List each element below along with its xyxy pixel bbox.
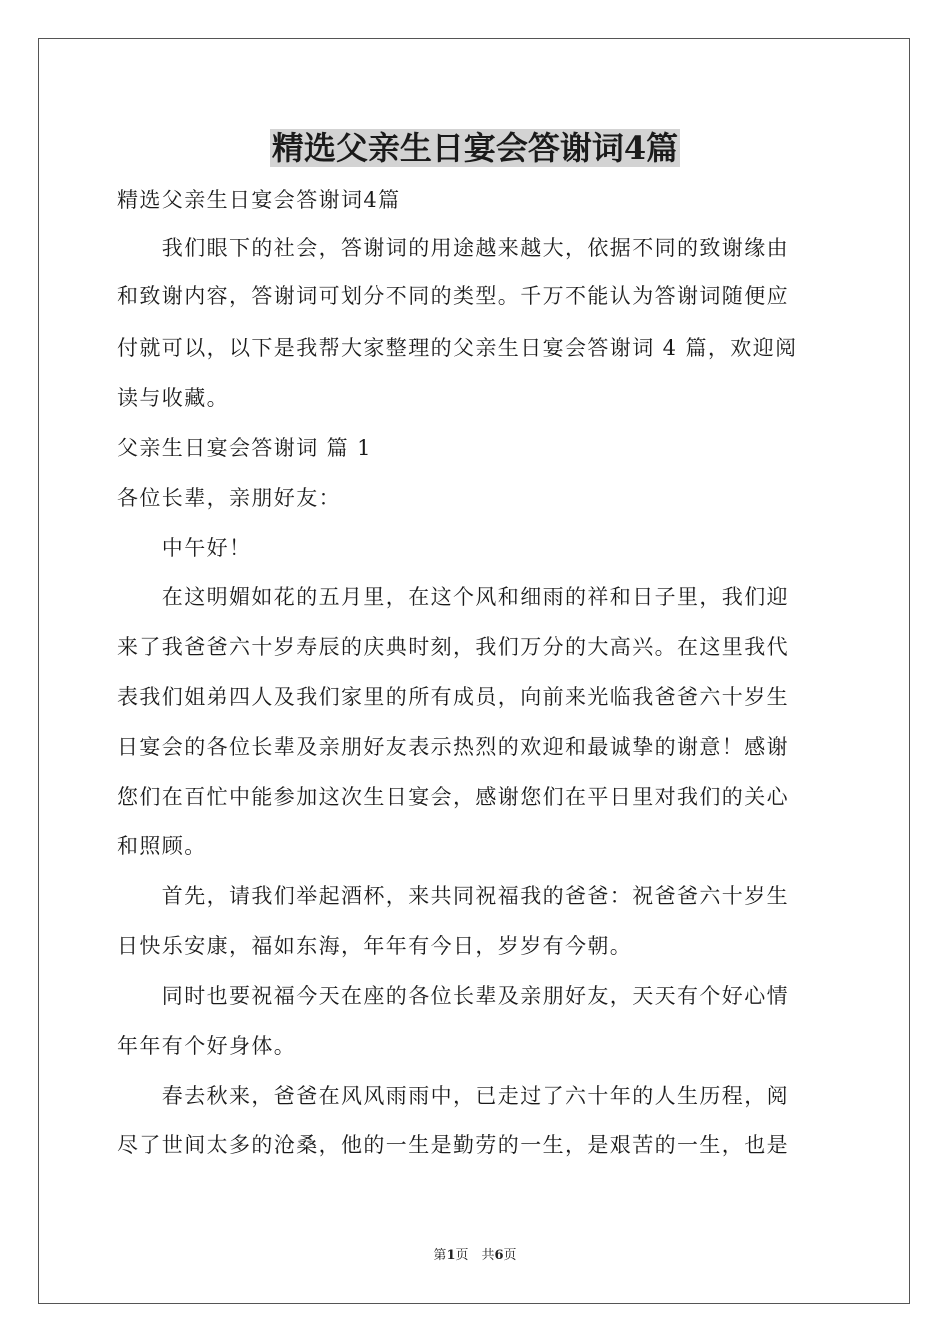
footer-mid: 页 共 <box>455 1248 495 1263</box>
body-line: 春去秋来，爸爸在风风雨雨中，已走过了六十年的人生历程，阅 <box>117 1084 789 1108</box>
body-line: 日快乐安康，福如东海，年年有今日，岁岁有今朝。 <box>117 934 633 958</box>
section-heading: 父亲生日宴会答谢词 篇 1 <box>117 436 372 460</box>
body-line: 来了我爸爸六十岁寿辰的庆典时刻，我们万分的大高兴。在这里我代 <box>117 635 789 659</box>
body-line: 和致谢内容，答谢词可划分不同的类型。千万不能认为答谢词随便应 <box>117 284 789 308</box>
body-line: 和照顾。 <box>117 834 207 858</box>
footer-prefix: 第 <box>433 1248 447 1263</box>
footer-suffix: 页 <box>503 1248 517 1263</box>
document-title-text: 精选父亲生日宴会答谢词4篇 <box>271 129 679 167</box>
body-line: 付就可以，以下是我帮大家整理的父亲生日宴会答谢词 4 篇，欢迎阅 <box>117 336 798 360</box>
page-footer <box>0 1247 950 1265</box>
body-line: 您们在百忙中能参加这次生日宴会，感谢您们在平日里对我们的关心 <box>117 785 789 809</box>
body-line: 我们眼下的社会，答谢词的用途越来越大，依据不同的致谢缘由 <box>117 236 789 260</box>
body-line: 表我们姐弟四人及我们家里的所有成员，向前来光临我爸爸六十岁生 <box>117 685 789 709</box>
body-line: 同时也要祝福今天在座的各位长辈及亲朋好友，天天有个好心情 <box>117 984 789 1008</box>
body-line: 读与收藏。 <box>117 386 229 410</box>
body-line: 中午好！ <box>117 536 252 560</box>
document-title <box>0 126 950 170</box>
body-line: 首先，请我们举起酒杯，来共同祝福我的爸爸：祝爸爸六十岁生 <box>117 884 789 908</box>
footer-page-total: 6 <box>494 1248 504 1263</box>
body-line: 精选父亲生日宴会答谢词4篇 <box>117 188 401 212</box>
body-line: 尽了世间太多的沧桑，他的一生是勤劳的一生，是艰苦的一生，也是 <box>117 1133 789 1157</box>
body-line: 在这明媚如花的五月里，在这个风和细雨的祥和日子里，我们迎 <box>117 585 789 609</box>
footer-page-current: 1 <box>446 1248 456 1263</box>
body-line: 年年有个好身体。 <box>117 1034 297 1058</box>
body-line: 各位长辈，亲朋好友： <box>117 486 341 510</box>
page-border <box>38 38 910 1304</box>
body-line: 日宴会的各位长辈及亲朋好友表示热烈的欢迎和最诚挚的谢意！感谢 <box>117 735 789 759</box>
